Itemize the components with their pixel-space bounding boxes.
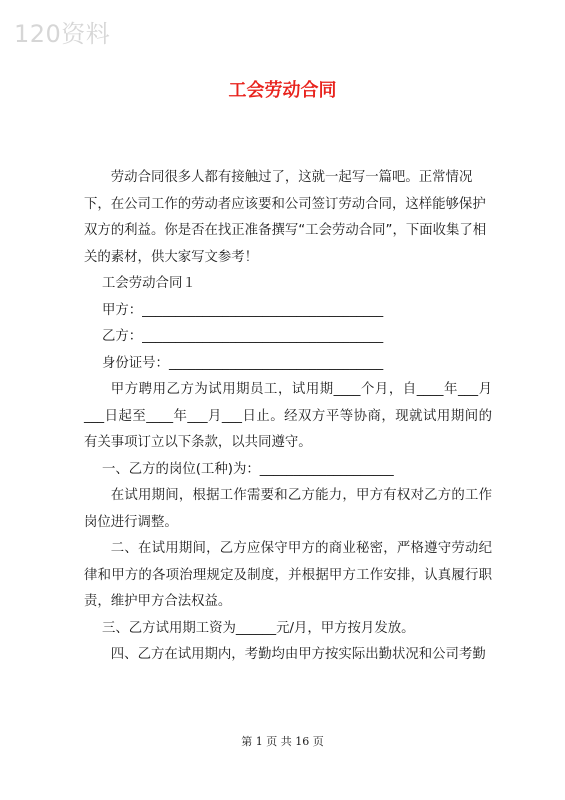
document-body — [84, 165, 492, 669]
intro-paragraph: 劳动合同很多人都有接触过了，这就一起写一篇吧。正常情况下，在公司工作的劳动者应该要和公司签订劳动合同，这样能够保护双方的利益。你是否在找正准备撰写“工会劳动合同”，下面收集了相关的素材，供大家写文参考！ — [84, 170, 487, 265]
document-title: 工会劳动合同 — [228, 80, 337, 101]
clause-3-line: 三、乙方试用期工资为______元/月，甲方按月发放。 — [102, 620, 415, 636]
party-a-line: 甲方：____________________________________ — [102, 302, 384, 318]
clause-4-paragraph: 四、乙方在试用期内，考勤均由甲方按实际出勤状况和公司考勤 — [110, 647, 486, 662]
clause-2-paragraph: 二、在试用期间，乙方应保守甲方的商业秘密，严格遵守劳动纪律和甲方的各项治理规定及制度，并根据甲方工作安排，认真履行职责，维护甲方合法权益。 — [84, 541, 492, 609]
clause-1-line: 一、乙方的岗位(工种)为：____________________ — [102, 461, 394, 477]
clause-1-detail: 在试用期间，根据工作需要和乙方能力，甲方有权对乙方的工作岗位进行调整。 — [84, 488, 492, 530]
party-b-line: 乙方：____________________________________ — [102, 329, 384, 344]
id-number-line: 身份证号：________________________________ — [102, 355, 384, 371]
watermark: 120资料 — [14, 20, 111, 48]
section-heading: 工会劳动合同１ — [102, 276, 196, 291]
page-footer: 第 1 页 共 16 页 — [241, 735, 324, 748]
probation-paragraph: 甲方聘用乙方为试用期员工，试用期____个月，自____年___月___日起至____年___月___日止。经双方平等协商，现就试用期间的有关事项订立以下条款，以共同遵守。 — [84, 382, 492, 450]
